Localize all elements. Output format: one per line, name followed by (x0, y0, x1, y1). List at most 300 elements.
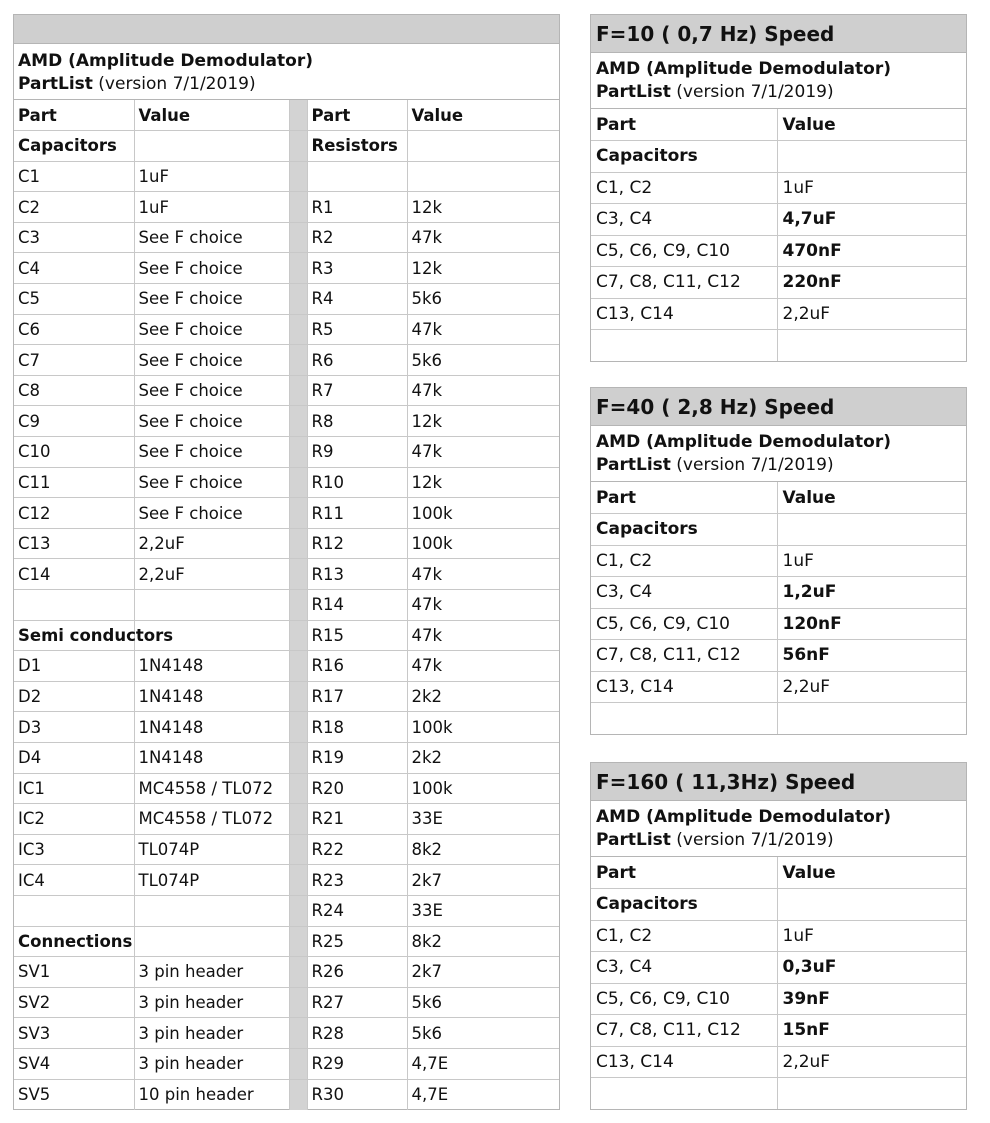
table-row (14, 528, 559, 559)
section-heading: Connections (14, 926, 134, 957)
value-cell (777, 1078, 966, 1110)
table-row (14, 926, 559, 957)
column-separator (289, 1048, 307, 1079)
part-cell: R8 (307, 406, 407, 437)
value-cell: 33E (407, 895, 559, 926)
section-heading: Capacitors (591, 889, 777, 921)
value-cell (134, 895, 289, 926)
value-cell: 1uF (777, 920, 966, 952)
column-separator (289, 345, 307, 376)
section-heading: Capacitors (14, 131, 134, 162)
part-cell: C3, C4 (591, 952, 777, 984)
column-separator (289, 712, 307, 743)
value-cell: MC4558 / TL072 (134, 804, 289, 835)
column-separator (289, 253, 307, 284)
table-row (14, 131, 559, 162)
column-separator (289, 1018, 307, 1049)
value-cell: 2,2uF (777, 298, 966, 330)
value-cell: 1N4148 (134, 742, 289, 773)
value-cell: 47k (407, 559, 559, 590)
table-row (14, 681, 559, 712)
table-row (14, 559, 559, 590)
speed-subtitle (596, 829, 966, 852)
part-cell (591, 1078, 777, 1110)
part-cell: R22 (307, 834, 407, 865)
speed-subtitle-version: (version 7/1/2019) (670, 830, 834, 850)
part-cell: R6 (307, 345, 407, 376)
section-heading: Capacitors (591, 141, 777, 173)
column-header-value: Value (777, 109, 966, 141)
value-cell: 8k2 (407, 834, 559, 865)
table-row (14, 375, 559, 406)
speed-title-block (591, 801, 966, 857)
value-cell: 1N4148 (134, 651, 289, 682)
speed-subtitle-version: (version 7/1/2019) (670, 82, 834, 102)
table-row (591, 703, 966, 735)
value-cell: 1uF (134, 161, 289, 192)
part-cell: R29 (307, 1048, 407, 1079)
value-cell: See F choice (134, 437, 289, 468)
part-cell: C5, C6, C9, C10 (591, 983, 777, 1015)
main-header-bar (14, 15, 559, 44)
part-cell: C13, C14 (591, 1046, 777, 1078)
value-cell: 47k (407, 375, 559, 406)
main-partlist-table (13, 14, 560, 1110)
part-cell: R15 (307, 620, 407, 651)
value-cell (777, 330, 966, 362)
table-row (591, 640, 966, 672)
table-row (591, 298, 966, 330)
column-separator (289, 131, 307, 162)
table-row (591, 267, 966, 299)
column-separator (289, 161, 307, 192)
table-row (591, 983, 966, 1015)
part-cell: C5, C6, C9, C10 (591, 608, 777, 640)
column-header-value: Value (777, 482, 966, 514)
value-cell: 0,3uF (777, 952, 966, 984)
value-cell (407, 131, 559, 162)
table-row (14, 895, 559, 926)
part-cell: R1 (307, 192, 407, 223)
value-cell: MC4558 / TL072 (134, 773, 289, 804)
part-cell: C9 (14, 406, 134, 437)
table-row (14, 590, 559, 621)
value-cell: 47k (407, 590, 559, 621)
column-header-part: Part (307, 100, 407, 131)
part-cell: R4 (307, 284, 407, 315)
table-row (14, 1079, 559, 1110)
part-cell: C13, C14 (591, 671, 777, 703)
value-cell: 5k6 (407, 345, 559, 376)
part-cell: IC3 (14, 834, 134, 865)
value-cell: 220nF (777, 267, 966, 299)
part-cell: R14 (307, 590, 407, 621)
part-cell: C7, C8, C11, C12 (591, 640, 777, 672)
value-cell: 2k7 (407, 865, 559, 896)
table-row (14, 773, 559, 804)
column-separator (289, 314, 307, 345)
value-cell: 12k (407, 467, 559, 498)
part-cell: C7 (14, 345, 134, 376)
value-cell: 100k (407, 712, 559, 743)
value-cell: 2,2uF (777, 671, 966, 703)
speed-parts-grid (591, 857, 966, 1109)
table-row (14, 284, 559, 315)
speed-subtitle (596, 81, 966, 104)
speed-column-header-row (591, 109, 966, 141)
part-cell: IC2 (14, 804, 134, 835)
part-cell: R11 (307, 498, 407, 529)
column-separator (289, 742, 307, 773)
part-cell: R21 (307, 804, 407, 835)
part-cell: C13, C14 (591, 298, 777, 330)
part-cell: C3, C4 (591, 204, 777, 236)
speed-table-f160 (590, 762, 967, 1110)
table-row (591, 671, 966, 703)
part-cell: R23 (307, 865, 407, 896)
column-separator (289, 375, 307, 406)
part-cell: R27 (307, 987, 407, 1018)
value-cell: 2k2 (407, 681, 559, 712)
value-cell (777, 889, 966, 921)
column-separator (289, 865, 307, 896)
value-cell: 100k (407, 498, 559, 529)
value-cell: 4,7uF (777, 204, 966, 236)
value-cell: 1N4148 (134, 681, 289, 712)
part-cell: R5 (307, 314, 407, 345)
column-separator (289, 406, 307, 437)
value-cell: 1N4148 (134, 712, 289, 743)
part-cell: R3 (307, 253, 407, 284)
part-cell: D1 (14, 651, 134, 682)
column-header-value: Value (777, 857, 966, 889)
table-row (14, 437, 559, 468)
column-separator (289, 284, 307, 315)
value-cell: 15nF (777, 1015, 966, 1047)
value-cell: 47k (407, 437, 559, 468)
table-row (14, 192, 559, 223)
table-row (14, 161, 559, 192)
part-cell: R12 (307, 528, 407, 559)
part-cell: C5, C6, C9, C10 (591, 235, 777, 267)
part-cell: R10 (307, 467, 407, 498)
table-row (14, 222, 559, 253)
column-header-part: Part (591, 482, 777, 514)
main-subtitle (18, 73, 559, 96)
part-cell: R7 (307, 375, 407, 406)
value-cell: 470nF (777, 235, 966, 267)
speed-table-f10 (590, 14, 967, 362)
part-cell: C1, C2 (591, 920, 777, 952)
column-separator (289, 467, 307, 498)
column-separator (289, 926, 307, 957)
part-cell: R28 (307, 1018, 407, 1049)
speed-section-row (591, 514, 966, 546)
part-cell: SV5 (14, 1079, 134, 1110)
part-cell: C5 (14, 284, 134, 315)
main-subtitle-bold: PartList (18, 74, 93, 94)
table-row (14, 742, 559, 773)
value-cell: 39nF (777, 983, 966, 1015)
part-cell: C8 (14, 375, 134, 406)
value-cell: 47k (407, 651, 559, 682)
part-cell: C1 (14, 161, 134, 192)
speed-title-block (591, 53, 966, 109)
part-cell: R24 (307, 895, 407, 926)
column-separator (289, 957, 307, 988)
part-cell: R9 (307, 437, 407, 468)
main-parts-grid (14, 100, 559, 1110)
table-row (14, 620, 559, 651)
value-cell: 2k7 (407, 957, 559, 988)
part-cell: C6 (14, 314, 134, 345)
speed-column-header-row (591, 482, 966, 514)
table-row (14, 834, 559, 865)
table-row (591, 1015, 966, 1047)
part-cell: SV2 (14, 987, 134, 1018)
value-cell: 4,7E (407, 1048, 559, 1079)
part-cell: IC4 (14, 865, 134, 896)
table-row (14, 253, 559, 284)
value-cell: See F choice (134, 467, 289, 498)
speed-subtitle-bold: PartList (596, 455, 671, 475)
table-row (14, 498, 559, 529)
column-separator (289, 651, 307, 682)
table-row (14, 804, 559, 835)
table-row (14, 712, 559, 743)
part-cell: IC1 (14, 773, 134, 804)
value-cell: 47k (407, 620, 559, 651)
part-cell: C11 (14, 467, 134, 498)
part-cell: C4 (14, 253, 134, 284)
value-cell: 1uF (134, 192, 289, 223)
part-cell (14, 590, 134, 621)
table-row (14, 345, 559, 376)
value-cell: 2,2uF (777, 1046, 966, 1078)
column-separator (289, 590, 307, 621)
column-separator (289, 498, 307, 529)
column-separator (289, 834, 307, 865)
table-row (591, 172, 966, 204)
value-cell (777, 141, 966, 173)
speed-parts-grid (591, 482, 966, 734)
value-cell: 56nF (777, 640, 966, 672)
part-cell: D2 (14, 681, 134, 712)
value-cell: 10 pin header (134, 1079, 289, 1110)
value-cell: TL074P (134, 865, 289, 896)
part-cell: C12 (14, 498, 134, 529)
part-cell: R26 (307, 957, 407, 988)
value-cell: 33E (407, 804, 559, 835)
column-separator (289, 681, 307, 712)
value-cell: 3 pin header (134, 1048, 289, 1079)
table-row (14, 1018, 559, 1049)
value-cell: 47k (407, 222, 559, 253)
value-cell: See F choice (134, 498, 289, 529)
value-cell: See F choice (134, 253, 289, 284)
value-cell: 47k (407, 314, 559, 345)
speed-subtitle-version: (version 7/1/2019) (670, 455, 834, 475)
value-cell: See F choice (134, 345, 289, 376)
part-cell: R16 (307, 651, 407, 682)
table-row (591, 235, 966, 267)
column-header-value: Value (407, 100, 559, 131)
section-heading: Capacitors (591, 514, 777, 546)
speed-subtitle-bold: PartList (596, 830, 671, 850)
part-cell (591, 703, 777, 735)
speed-title: AMD (Amplitude Demodulator) (596, 807, 891, 827)
value-cell (134, 926, 289, 957)
table-row (14, 957, 559, 988)
value-cell: See F choice (134, 284, 289, 315)
main-subtitle-version: (version 7/1/2019) (92, 74, 256, 94)
value-cell: See F choice (134, 314, 289, 345)
value-cell (777, 514, 966, 546)
value-cell: 2,2uF (134, 559, 289, 590)
part-cell: SV3 (14, 1018, 134, 1049)
column-separator (289, 804, 307, 835)
speed-subtitle-bold: PartList (596, 82, 671, 102)
value-cell: 120nF (777, 608, 966, 640)
part-cell (307, 161, 407, 192)
value-cell: TL074P (134, 834, 289, 865)
table-row (14, 1048, 559, 1079)
part-cell: SV1 (14, 957, 134, 988)
part-cell: R2 (307, 222, 407, 253)
speed-heading: F=160 ( 11,3Hz) Speed (591, 763, 966, 801)
value-cell: 100k (407, 528, 559, 559)
speed-column-header-row (591, 857, 966, 889)
column-header-value: Value (134, 100, 289, 131)
value-cell (777, 703, 966, 735)
part-cell: C1, C2 (591, 545, 777, 577)
column-separator (289, 437, 307, 468)
value-cell: See F choice (134, 406, 289, 437)
value-cell: 5k6 (407, 1018, 559, 1049)
speed-heading: F=10 ( 0,7 Hz) Speed (591, 15, 966, 53)
column-separator (289, 1079, 307, 1110)
part-cell: R13 (307, 559, 407, 590)
value-cell (134, 131, 289, 162)
part-cell: C2 (14, 192, 134, 223)
table-row (14, 406, 559, 437)
value-cell: 100k (407, 773, 559, 804)
value-cell: 1uF (777, 172, 966, 204)
value-cell: 1,2uF (777, 577, 966, 609)
value-cell: 2,2uF (134, 528, 289, 559)
part-cell: C3, C4 (591, 577, 777, 609)
value-cell: 3 pin header (134, 957, 289, 988)
table-row (591, 920, 966, 952)
part-cell: D3 (14, 712, 134, 743)
value-cell: 8k2 (407, 926, 559, 957)
part-cell (14, 895, 134, 926)
table-row (14, 314, 559, 345)
main-title-block (14, 44, 559, 100)
value-cell (407, 161, 559, 192)
table-row (14, 467, 559, 498)
table-row (14, 651, 559, 682)
column-separator (289, 895, 307, 926)
value-cell: 1uF (777, 545, 966, 577)
column-separator (289, 773, 307, 804)
speed-title: AMD (Amplitude Demodulator) (596, 59, 891, 79)
speed-section-row (591, 889, 966, 921)
column-separator (289, 528, 307, 559)
value-cell: See F choice (134, 222, 289, 253)
value-cell: See F choice (134, 375, 289, 406)
table-row (591, 1078, 966, 1110)
table-row (14, 987, 559, 1018)
part-cell: C7, C8, C11, C12 (591, 1015, 777, 1047)
table-row (591, 952, 966, 984)
part-cell: D4 (14, 742, 134, 773)
section-heading: Resistors (307, 131, 407, 162)
part-cell: R20 (307, 773, 407, 804)
speed-title-block (591, 426, 966, 482)
main-column-header-row (14, 100, 559, 131)
column-header-part: Part (591, 109, 777, 141)
value-cell: 12k (407, 192, 559, 223)
speed-subtitle (596, 454, 966, 477)
table-row (591, 608, 966, 640)
column-header-part: Part (591, 857, 777, 889)
part-cell: C13 (14, 528, 134, 559)
part-cell: C7, C8, C11, C12 (591, 267, 777, 299)
column-separator (289, 559, 307, 590)
column-separator (289, 987, 307, 1018)
part-cell: R30 (307, 1079, 407, 1110)
part-cell: R19 (307, 742, 407, 773)
value-cell: 12k (407, 253, 559, 284)
column-separator (289, 222, 307, 253)
table-row (591, 577, 966, 609)
value-cell: 12k (407, 406, 559, 437)
table-row (591, 330, 966, 362)
value-cell: 4,7E (411, 1085, 449, 1105)
value-cell: 2k2 (407, 742, 559, 773)
section-heading: Semi conductors (14, 620, 134, 651)
value-cell (134, 590, 289, 621)
speed-title: AMD (Amplitude Demodulator) (596, 432, 891, 452)
speed-parts-grid (591, 109, 966, 361)
table-row (591, 545, 966, 577)
part-cell: SV4 (14, 1048, 134, 1079)
part-cell: R18 (307, 712, 407, 743)
table-row (591, 1046, 966, 1078)
part-cell: R25 (307, 926, 407, 957)
column-separator (289, 620, 307, 651)
part-cell: C3 (14, 222, 134, 253)
part-cell: C1, C2 (591, 172, 777, 204)
column-separator (289, 100, 307, 131)
table-row (14, 865, 559, 896)
value-cell: 5k6 (407, 987, 559, 1018)
speed-table-f40 (590, 387, 967, 735)
column-separator (289, 192, 307, 223)
speed-section-row (591, 141, 966, 173)
part-cell: C14 (14, 559, 134, 590)
part-cell (591, 330, 777, 362)
table-row (591, 204, 966, 236)
value-cell: 5k6 (407, 284, 559, 315)
value-cell: 3 pin header (134, 987, 289, 1018)
value-cell: 3 pin header (134, 1018, 289, 1049)
part-cell: C10 (14, 437, 134, 468)
main-title: AMD (Amplitude Demodulator) (18, 51, 313, 71)
column-header-part: Part (14, 100, 134, 131)
part-cell: R17 (307, 681, 407, 712)
